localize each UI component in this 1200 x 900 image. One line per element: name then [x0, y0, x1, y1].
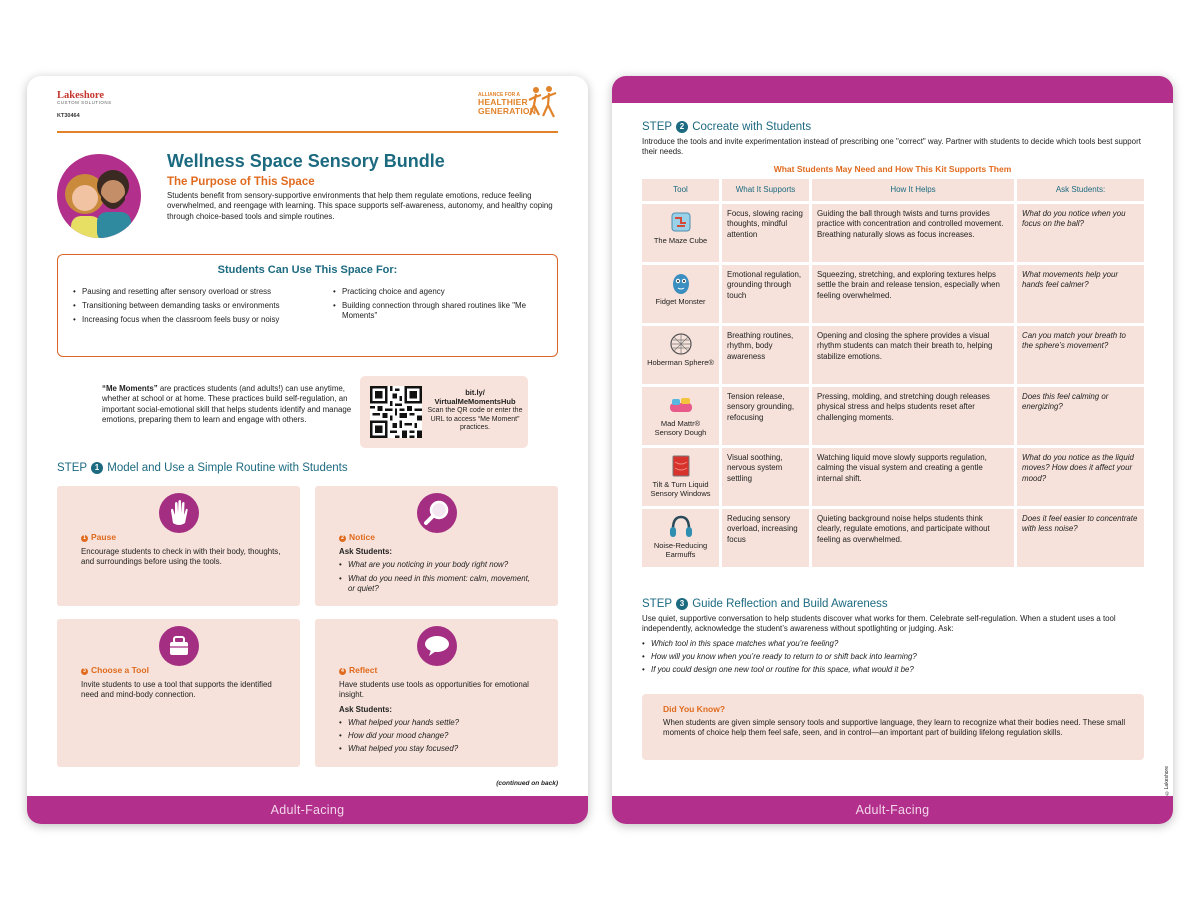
- did-you-know-box: [642, 694, 1144, 760]
- intro-text: Students benefit from sensory-supportive environments that help them regulate emotions, reduce feeling overwhelmed, and reengage with learning. This space supports self-awareness, autonomy, and healthy coping through choice-based tools and simple routines.: [167, 191, 553, 221]
- helps-cell: Pressing, molding, and stretching dough releases physical stress and helps students reset after challenging moments.: [812, 387, 1014, 445]
- lakeshore-logo: [57, 90, 112, 119]
- tool-cell: [642, 448, 719, 506]
- list-item: • Transitioning between demanding tasks or environments: [73, 301, 298, 311]
- question: • What are you noticing in your body right now?: [339, 560, 539, 570]
- ask-cell: What do you notice when you focus on the ball?: [1017, 204, 1144, 262]
- avatar-illustration: [57, 154, 141, 238]
- step-title: Guide Reflection and Build Awareness: [692, 598, 888, 610]
- step-dot: 1: [81, 535, 88, 542]
- qr-code-icon[interactable]: [370, 386, 422, 438]
- ask-cell: Can you match your breath to the sphere’s movement?: [1017, 326, 1144, 384]
- step-label-text: Notice: [349, 532, 375, 542]
- helps-cell: Opening and closing the sphere provides a visual rhythm students can match their breath to, helping stabilize emotions.: [812, 326, 1014, 384]
- qr-box: [360, 376, 528, 448]
- supports-cell: Focus, slowing racing thoughts, mindful attention: [722, 204, 809, 262]
- supports-cell: Breathing routines, rhythm, body awareness: [722, 326, 809, 384]
- step-label-text: Reflect: [349, 665, 378, 675]
- brand-sub: CUSTOM SOLUTIONS: [57, 100, 112, 105]
- tool-name: Fidget Monster: [655, 297, 706, 306]
- step-prefix: STEP: [57, 462, 87, 474]
- ask-cell: What do you notice as the liquid moves? How does it affect your mood?: [1017, 448, 1144, 506]
- supports-cell: Emotional regulation, grounding through touch: [722, 265, 809, 323]
- hand-icon: [159, 493, 199, 533]
- supports-cell: Visual soothing, nervous system settling: [722, 448, 809, 506]
- header-ask: Ask Students:: [1017, 179, 1144, 201]
- continued-note: (continued on back): [496, 780, 558, 787]
- me-moments-bold: “Me Moments”: [102, 384, 158, 393]
- table-row: [642, 509, 1144, 567]
- step-title: Cocreate with Students: [692, 121, 812, 133]
- page-title: Wellness Space Sensory Bundle: [167, 151, 445, 171]
- liquid-window-icon: [667, 452, 695, 480]
- helps-cell: Guiding the ball through twists and turns provides practice with concentration and controlled movement. Breathing naturally slows as focus increases.: [812, 204, 1014, 262]
- qr-url-line1[interactable]: bit.ly/: [465, 388, 485, 397]
- tool-cell: [642, 265, 719, 323]
- step3-questions: [642, 639, 1147, 678]
- tool-name: Noise-Reducing Earmuffs: [653, 541, 708, 559]
- partner-line3: GENERATION: [478, 106, 537, 117]
- header-helps: How It Helps: [812, 179, 1014, 201]
- table-header: [642, 179, 1144, 201]
- toolbox-icon: [159, 626, 199, 666]
- front-card: [27, 76, 588, 824]
- ask-cell: Does it feel easier to concentrate with less noise?: [1017, 509, 1144, 567]
- me-moments-text: [102, 384, 352, 425]
- magnifier-icon: [417, 493, 457, 533]
- tool-name: Tilt & Turn Liquid Sensory Windows: [650, 480, 711, 498]
- choose-body: Invite students to use a tool that supports the identified need and mind-body connection.: [81, 680, 272, 700]
- reflect-box: [315, 619, 558, 767]
- table-row: [642, 326, 1144, 384]
- choose-label: [81, 665, 149, 675]
- page-subtitle: The Purpose of This Space: [167, 176, 315, 188]
- table-row: [642, 448, 1144, 506]
- uses-title: Students Can Use This Space For:: [217, 264, 398, 276]
- tool-name: Mad Mattr® Sensory Dough: [654, 419, 707, 437]
- pause-label: [81, 532, 116, 542]
- question: • What do you need in this moment: calm, movement, or quiet?: [339, 574, 539, 595]
- step3-heading: [642, 598, 888, 610]
- footer-bar: Adult-Facing: [27, 796, 588, 824]
- me-moments-body: are practices students (and adults!) can use anytime, whether at school or at home. These practices build self-regulation, an important social-emotional skill that helps students identify and manage emotions, preparing them to learn and engage with others.: [102, 384, 352, 424]
- partner-line2: HEALTHIER: [478, 97, 528, 108]
- question: • How did your mood change?: [339, 731, 539, 741]
- footer-bar: Adult-Facing: [612, 796, 1173, 824]
- list-item: • Pausing and resetting after sensory overload or stress: [73, 287, 298, 297]
- ask-label: Ask Students:: [339, 547, 393, 556]
- step2-intro: Introduce the tools and invite experimentation instead of prescribing one "correct" way. Partner with students to decide which tools best support their needs.: [642, 137, 1141, 157]
- reflect-body: [339, 680, 539, 755]
- reflect-text: Have students use tools as opportunities for emotional insight.: [339, 680, 529, 700]
- step-dot: 2: [339, 535, 346, 542]
- tool-name: The Maze Cube: [653, 236, 708, 245]
- step-dot: 4: [339, 668, 346, 675]
- supports-cell: Tension release, sensory grounding, refocusing: [722, 387, 809, 445]
- uses-list-left: [73, 287, 298, 329]
- question: • What helped you stay focused?: [339, 744, 539, 754]
- step-title: Model and Use a Simple Routine with Students: [107, 462, 348, 474]
- step-number: 3: [676, 598, 688, 610]
- header-tool: Tool: [642, 179, 719, 201]
- helps-cell: Squeezing, stretching, and exploring textures helps settle the brain and release tension, especially when feeling overwhelmed.: [812, 265, 1014, 323]
- step-number: 1: [91, 462, 103, 474]
- sphere-icon: [667, 330, 695, 358]
- step-prefix: STEP: [642, 598, 672, 610]
- notice-label: [339, 532, 375, 542]
- brand-name: Lakeshore: [57, 90, 105, 101]
- back-card: [612, 76, 1173, 824]
- table-row: [642, 204, 1144, 262]
- question: • Which tool in this space matches what you’re feeling?: [642, 639, 1147, 648]
- step-number: 2: [676, 121, 688, 133]
- question: • How will you know when you’re ready to return to or shift back into learning?: [642, 652, 1147, 661]
- step-label-text: Pause: [91, 532, 117, 542]
- pause-box: [57, 486, 300, 606]
- table-title: What Students May Need and How This Kit Supports Them: [773, 164, 1012, 174]
- question: • What helped your hands settle?: [339, 718, 539, 728]
- tool-cell: [642, 326, 719, 384]
- uses-list-right: [333, 287, 543, 325]
- step-dot: 3: [81, 668, 88, 675]
- earmuffs-icon: [667, 513, 695, 541]
- step1-heading: [57, 462, 348, 474]
- top-bar: [612, 76, 1173, 103]
- supports-cell: Reducing sensory overload, increasing focus: [722, 509, 809, 567]
- qr-url-line2[interactable]: VirtualMeMomentsHub: [434, 397, 516, 407]
- partner-logo: [478, 85, 558, 123]
- tool-cell: [642, 204, 719, 262]
- did-you-know-body: When students are given simple sensory tools and supportive language, they learn to recognize what their bodies need. These small moments of choice help them feel safe, seen, and in control—an important part of building lifelong regulation skills.: [663, 718, 1126, 738]
- list-item: • Increasing focus when the classroom feels busy or noisy: [73, 315, 298, 325]
- ask-cell: Does this feel calming or energizing?: [1017, 387, 1144, 445]
- step-label-text: Choose a Tool: [91, 665, 149, 675]
- partner-line1: ALLIANCE FOR A: [478, 92, 521, 98]
- running-kids-icon: [528, 85, 558, 121]
- tool-name: Hoberman Sphere®: [647, 358, 714, 367]
- helps-cell: Watching liquid move slowly supports regulation, calming the visual system and creating a gentle internal shift.: [812, 448, 1014, 506]
- did-you-know-title: Did You Know?: [663, 704, 726, 714]
- question: • If you could design one new tool or routine for this space, what would it be?: [642, 665, 1147, 674]
- pause-body: Encourage students to check in with their body, thoughts, and surroundings before using the tools.: [81, 547, 281, 567]
- step2-heading: [642, 121, 811, 133]
- notice-box: [315, 486, 558, 606]
- notice-body: [339, 546, 539, 594]
- reflect-label: [339, 665, 377, 675]
- choose-box: [57, 619, 300, 767]
- step3-intro: Use quiet, supportive conversation to help students discover what works for them. Celebrate self-regulation. When a student uses a tool independently, acknowledge the student’s awareness without spotlighting or judging. Ask:: [642, 614, 1116, 634]
- table-row: [642, 265, 1144, 323]
- maze-cube-icon: [667, 208, 695, 236]
- header-divider: [57, 131, 558, 133]
- list-item: • Building connection through shared routines like "Me Moments": [333, 301, 543, 321]
- sensory-dough-icon: [667, 391, 695, 419]
- speech-bubble-icon: [417, 626, 457, 666]
- fidget-monster-icon: [667, 269, 695, 297]
- header-supports: What It Supports: [722, 179, 809, 201]
- step-prefix: STEP: [642, 121, 672, 133]
- ask-label: Ask Students:: [339, 704, 393, 714]
- ask-cell: What movements help your hands feel calmer?: [1017, 265, 1144, 323]
- tool-cell: [642, 387, 719, 445]
- tool-cell: [642, 509, 719, 567]
- copyright: ©Lakeshore: [1164, 766, 1170, 796]
- product-code: KT30464: [57, 113, 80, 119]
- table-row: [642, 387, 1144, 445]
- qr-caption: Scan the QR code or enter the URL to access “Me Moment” practices.: [427, 406, 523, 432]
- helps-cell: Quieting background noise helps students think clearly, regulate emotions, and participate without feeling as overwhelmed.: [812, 509, 1014, 567]
- list-item: • Practicing choice and agency: [333, 287, 543, 297]
- uses-box: [57, 254, 558, 357]
